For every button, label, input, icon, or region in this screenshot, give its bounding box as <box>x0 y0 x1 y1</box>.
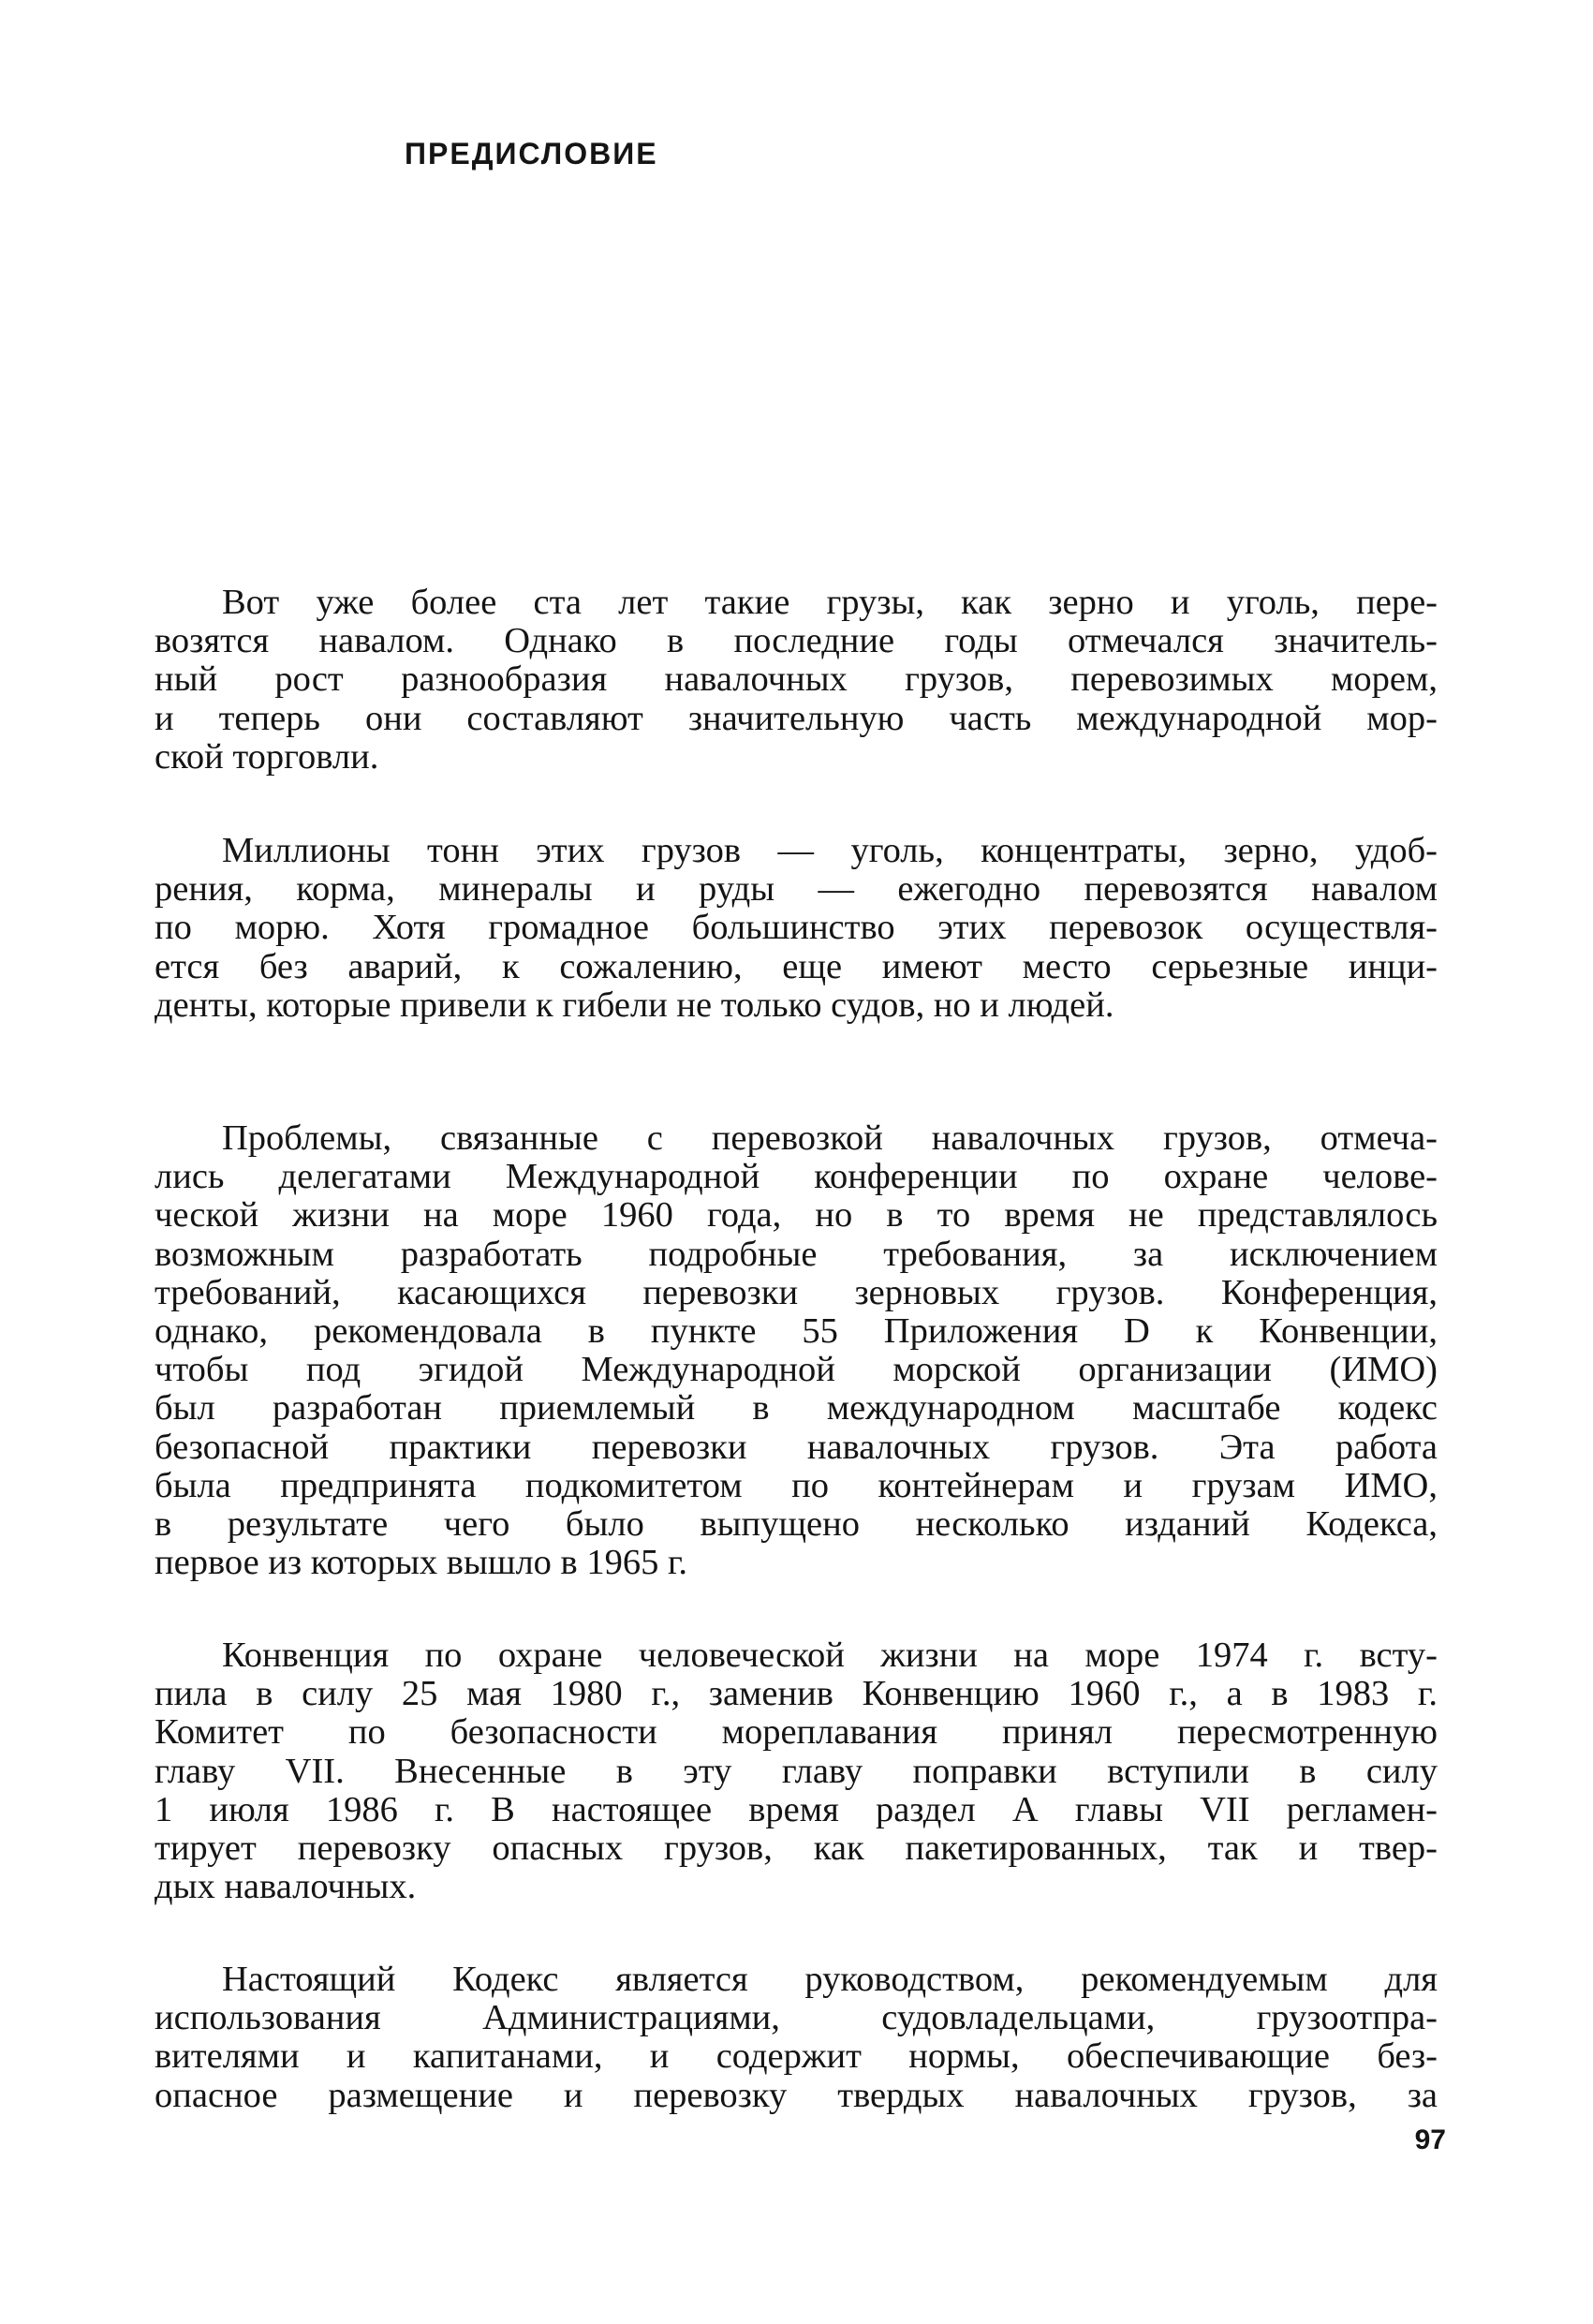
text-line: Комитет по безопасности мореплавания принял пересмотренную <box>155 1712 1438 1753</box>
text-line: дых навалочных. <box>155 1867 417 1907</box>
text-line: чтобы под эгидой Международной морской организации (ИМО) <box>155 1350 1438 1390</box>
text-line: вителями и капитанами, и содержит нормы, обеспечивающие без- <box>155 2036 1438 2077</box>
text-line: и теперь они составляют значительную часть международной мор- <box>155 698 1438 738</box>
text-line: был разработан приемлемый в международном масштабе кодекс <box>155 1388 1438 1428</box>
text-line: ный рост разнообразия навалочных грузов, перевозимых морем, <box>155 659 1438 700</box>
text-line: рения, корма, минералы и руды — ежегодно перевозятся навалом <box>155 869 1438 910</box>
text-line: лись делегатами Международной конференции по охране челове- <box>155 1157 1438 1197</box>
paragraph-1 <box>155 584 1438 777</box>
text-line: однако, рекомендовала в пункте 55 Приложения D к Конвенции, <box>155 1311 1438 1352</box>
section-heading: ПРЕДИСЛОВИЕ <box>405 137 658 170</box>
text-line: тирует перевозку опасных грузов, как пакетированных, так и твер- <box>155 1828 1438 1869</box>
paragraph-3 <box>155 1119 1438 1582</box>
text-line: пила в силу 25 мая 1980 г., заменив Конвенцию 1960 г., а в 1983 г. <box>155 1674 1438 1714</box>
text-line: в результате чего было выпущено несколько изданий Кодекса, <box>155 1504 1438 1545</box>
text-line: безопасной практики перевозки навалочных грузов. Эта работа <box>155 1427 1438 1467</box>
text-line: Вот уже более ста лет такие грузы, как зерно и уголь, пере- <box>222 583 1438 622</box>
text-line: ческой жизни на море 1960 года, но в то время не представлялось <box>155 1195 1438 1236</box>
text-line: 1 июля 1986 г. В настоящее время раздел А главы VII регламен- <box>155 1789 1438 1829</box>
text-line: по морю. Хотя громадное большинство этих перевозок осуществля- <box>155 908 1438 948</box>
text-line: была предпринята подкомитетом по контейнерам и грузам ИМО, <box>155 1465 1438 1505</box>
paragraph-2 <box>155 832 1438 1025</box>
text-line: опасное размещение и перевозку твердых навалочных грузов, за <box>155 2075 1438 2115</box>
text-line: Проблемы, связанные с перевозкой навалочных грузов, отмеча- <box>222 1118 1438 1158</box>
text-line: использования Администрациями, судовладельцами, грузоотпра- <box>155 1998 1438 2038</box>
text-line: Настоящий Кодекс является руководством, рекомендуемым для <box>222 1960 1438 1999</box>
text-line: требований, касающихся перевозки зерновых грузов. Конференция, <box>155 1272 1438 1312</box>
text-line: ется без аварий, к сожалению, еще имеют место серьезные инци- <box>155 946 1438 986</box>
text-line: возятся навалом. Однако в последние годы отмечался значитель- <box>155 621 1438 661</box>
paragraph-4 <box>155 1636 1438 1906</box>
text-line: Миллионы тонн этих грузов — уголь, концентраты, зерно, удоб- <box>222 831 1438 870</box>
text-line: возможным разработать подробные требования, за исключением <box>155 1234 1438 1274</box>
paragraph-5 <box>155 1961 1438 2115</box>
page-number: 97 <box>1414 2124 1446 2155</box>
text-line: главу VII. Внесенные в эту главу поправки вступили в силу <box>155 1751 1438 1791</box>
text-line: Конвенция по охране человеческой жизни на море 1974 г. всту- <box>222 1636 1438 1675</box>
text-line: первое из которых вышло в 1965 г. <box>155 1543 688 1583</box>
text-line: денты, которые привели к гибели не только судов, но и людей. <box>155 984 1114 1025</box>
text-line: ской торговли. <box>155 736 379 777</box>
